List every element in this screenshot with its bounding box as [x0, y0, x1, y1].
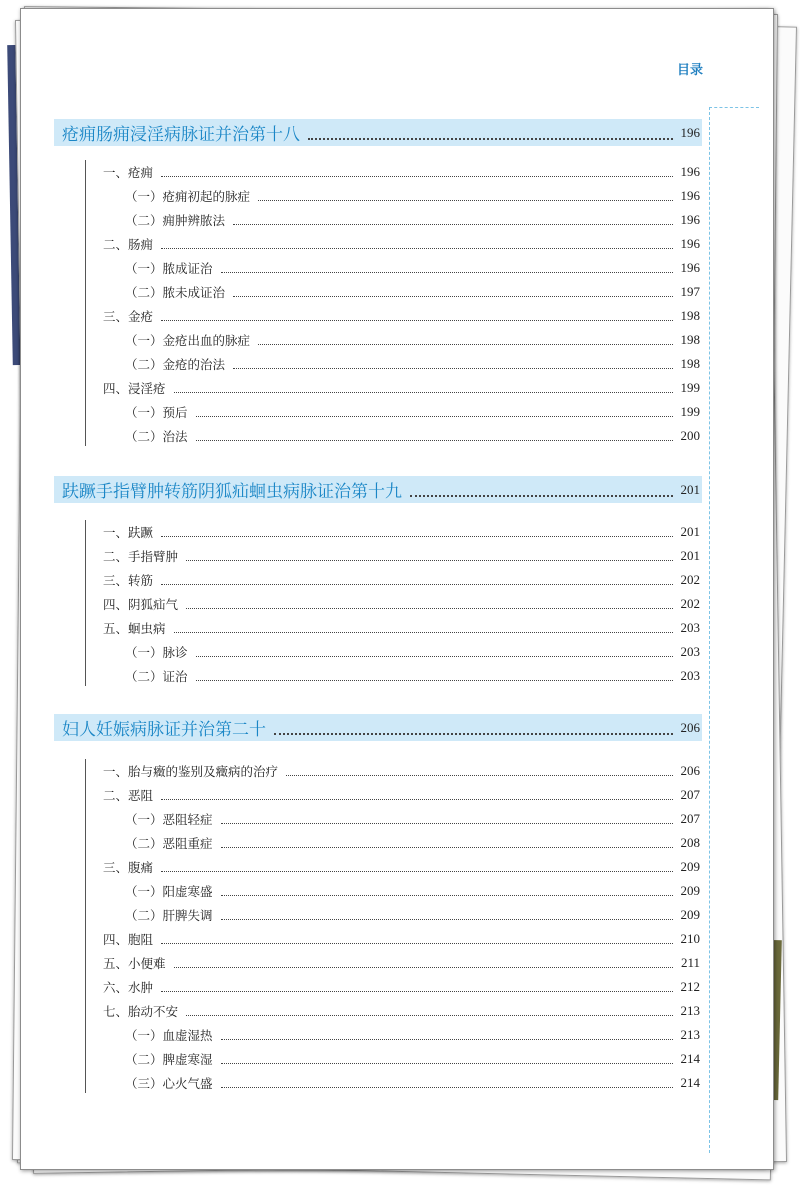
entry-page-number: 203 [680, 668, 700, 683]
margin-rule [709, 107, 711, 1153]
entry-title: （三）心火气盛 [125, 1076, 213, 1091]
running-head: 目录 [676, 63, 703, 78]
toc-entry[interactable] [21, 570, 702, 590]
toc-subentry[interactable] [21, 1073, 702, 1093]
dot-leader [221, 839, 673, 848]
dot-leader [221, 1031, 673, 1040]
dot-leader [286, 767, 672, 776]
entry-title: 二、恶阻 [103, 788, 154, 803]
chapter-page-number: 201 [680, 481, 700, 497]
toc-subentry[interactable] [21, 354, 702, 374]
dot-leader [196, 432, 673, 441]
chapter-heading[interactable] [54, 119, 702, 146]
entry-title: （一）脉诊 [125, 645, 188, 660]
entry-title: 四、阴狐疝气 [103, 597, 179, 612]
entry-page-number: 202 [680, 596, 700, 611]
entry-page-number: 196 [680, 164, 700, 179]
chapter-heading[interactable] [54, 714, 702, 741]
entry-title: （一）金疮出血的脉症 [125, 333, 251, 348]
entry-title: （一）阳虚寒盛 [125, 884, 213, 899]
toc-page [20, 8, 774, 1170]
toc-entry[interactable] [21, 234, 702, 254]
dot-leader [161, 168, 672, 177]
entry-page-number: 202 [680, 572, 700, 587]
entry-page-number: 196 [680, 260, 700, 275]
dot-leader [161, 983, 672, 992]
entry-page-number: 213 [680, 1027, 700, 1042]
dot-leader [161, 528, 672, 537]
entry-title: （一）恶阻轻症 [125, 812, 213, 827]
entry-title: 四、胞阻 [103, 932, 154, 947]
toc-subentry[interactable] [21, 666, 702, 686]
entry-title: 六、水肿 [103, 980, 154, 995]
dot-leader [233, 288, 672, 297]
dot-leader [221, 1079, 673, 1088]
toc-entry[interactable] [21, 546, 702, 566]
chapter-title: 趺蹶手指臂肿转筋阴狐疝蛔虫病脉证治第十九 [62, 482, 402, 502]
entry-page-number: 196 [680, 188, 700, 203]
entry-page-number: 201 [680, 524, 700, 539]
entry-title: （二）肝脾失调 [125, 908, 213, 923]
toc-entry[interactable] [21, 618, 702, 638]
dot-leader [274, 721, 673, 735]
dot-leader [161, 312, 672, 321]
toc-subentry[interactable] [21, 642, 702, 662]
chapter-page-number: 206 [680, 719, 700, 735]
entry-title: （二）金疮的治法 [125, 357, 226, 372]
entry-title: 五、小便难 [103, 956, 166, 971]
entry-title: （二）痈肿辨脓法 [125, 213, 226, 228]
entry-page-number: 206 [680, 763, 700, 778]
toc-entry[interactable] [21, 162, 702, 182]
entry-title: （二）治法 [125, 429, 188, 444]
entry-title: 二、肠痈 [103, 237, 154, 252]
toc-entry[interactable] [21, 785, 702, 805]
entry-page-number: 198 [680, 356, 700, 371]
chapter-heading[interactable] [54, 476, 702, 503]
toc-entry[interactable] [21, 306, 702, 326]
dot-leader [186, 552, 672, 561]
dot-leader [196, 648, 673, 657]
entry-title: 四、浸淫疮 [103, 381, 166, 396]
entry-page-number: 212 [680, 979, 700, 994]
entry-page-number: 201 [680, 548, 700, 563]
dot-leader [161, 863, 672, 872]
entry-page-number: 214 [680, 1051, 700, 1066]
toc-entry[interactable] [21, 929, 702, 949]
toc-subentry[interactable] [21, 809, 702, 829]
entry-page-number: 203 [680, 620, 700, 635]
dot-leader [258, 336, 672, 345]
dot-leader [174, 624, 673, 633]
entry-page-number: 207 [680, 787, 700, 802]
toc-subentry[interactable] [21, 402, 702, 422]
entry-title: 五、蛔虫病 [103, 621, 166, 636]
dot-leader [233, 360, 672, 369]
chapter-title: 妇人妊娠病脉证并治第二十 [62, 720, 266, 740]
entry-title: 三、金疮 [103, 309, 154, 324]
dot-leader [161, 576, 672, 585]
dot-leader [308, 126, 673, 140]
entry-page-number: 200 [680, 428, 700, 443]
chapter-page-number: 196 [680, 124, 700, 140]
toc-subentry[interactable] [21, 881, 702, 901]
toc-subentry[interactable] [21, 426, 702, 446]
dot-leader [161, 935, 672, 944]
dot-leader [196, 672, 673, 681]
entry-title: 一、疮痈 [103, 165, 154, 180]
dot-leader [186, 1007, 672, 1016]
dot-leader [221, 887, 673, 896]
dot-leader [258, 192, 672, 201]
dot-leader [233, 216, 672, 225]
entry-page-number: 199 [680, 404, 700, 419]
dot-leader [196, 408, 673, 417]
entry-page-number: 209 [680, 883, 700, 898]
toc-subentry[interactable] [21, 833, 702, 853]
entry-title: （二）恶阻重症 [125, 836, 213, 851]
toc-subentry[interactable] [21, 210, 702, 230]
entry-title: （一）预后 [125, 405, 188, 420]
toc-entry[interactable] [21, 594, 702, 614]
margin-rule [709, 107, 759, 109]
entry-title: 三、腹痛 [103, 860, 154, 875]
dot-leader [221, 1055, 673, 1064]
entry-page-number: 213 [680, 1003, 700, 1018]
toc-subentry[interactable] [21, 282, 702, 302]
dot-leader [221, 264, 673, 273]
entry-page-number: 198 [680, 308, 700, 323]
dot-leader [221, 815, 673, 824]
toc-entry[interactable] [21, 1001, 702, 1021]
toc-entry[interactable] [21, 953, 702, 973]
toc-entry[interactable] [21, 977, 702, 997]
dot-leader [186, 600, 672, 609]
dot-leader [174, 959, 673, 968]
entry-title: （一）疮痈初起的脉症 [125, 189, 251, 204]
dot-leader [161, 791, 672, 800]
entry-title: （二）脾虚寒湿 [125, 1052, 213, 1067]
entry-page-number: 198 [680, 332, 700, 347]
chapter-title: 疮痈肠痈浸淫病脉证并治第十八 [62, 125, 300, 145]
entry-page-number: 197 [680, 284, 700, 299]
entry-title: （二）证治 [125, 669, 188, 684]
toc-entry[interactable] [21, 522, 702, 542]
toc-entry[interactable] [21, 378, 702, 398]
entry-page-number: 209 [680, 907, 700, 922]
toc-subentry[interactable] [21, 1049, 702, 1069]
entry-title: 一、趺蹶 [103, 525, 154, 540]
toc-subentry[interactable] [21, 905, 702, 925]
entry-page-number: 210 [680, 931, 700, 946]
entry-title: 七、胎动不安 [103, 1004, 179, 1019]
toc-subentry[interactable] [21, 258, 702, 278]
entry-page-number: 208 [680, 835, 700, 850]
entry-title: 二、手指臂肿 [103, 549, 179, 564]
entry-page-number: 196 [680, 236, 700, 251]
entry-title: （一）血虚湿热 [125, 1028, 213, 1043]
entry-page-number: 203 [680, 644, 700, 659]
entry-page-number: 207 [680, 811, 700, 826]
toc-subentry[interactable] [21, 186, 702, 206]
dot-leader [221, 911, 673, 920]
dot-leader [410, 483, 673, 497]
entry-title: 三、转筋 [103, 573, 154, 588]
entry-page-number: 199 [680, 380, 700, 395]
toc-entry[interactable] [21, 857, 702, 877]
entry-page-number: 211 [680, 955, 700, 970]
entry-page-number: 196 [680, 212, 700, 227]
entry-title: 一、胎与癥的鉴别及癥病的治疗 [103, 764, 279, 779]
entry-page-number: 214 [680, 1075, 700, 1090]
toc-entry[interactable] [21, 761, 702, 781]
entry-title: （二）脓未成证治 [125, 285, 226, 300]
entry-page-number: 209 [680, 859, 700, 874]
toc-subentry[interactable] [21, 1025, 702, 1045]
dot-leader [174, 384, 673, 393]
dot-leader [161, 240, 672, 249]
toc-subentry[interactable] [21, 330, 702, 350]
entry-title: （一）脓成证治 [125, 261, 213, 276]
